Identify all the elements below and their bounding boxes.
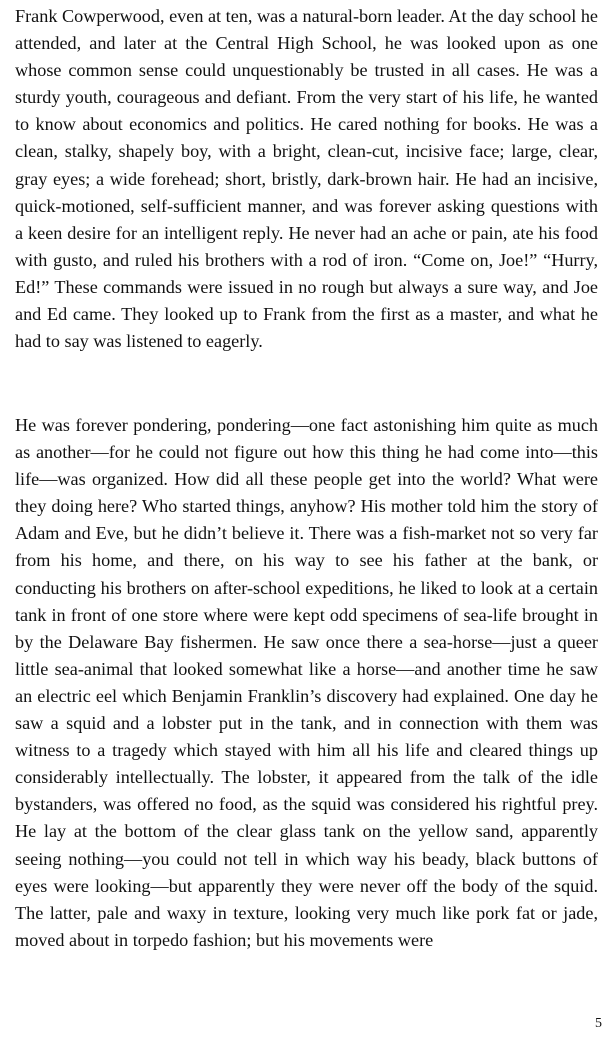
paragraph: Frank Cowperwood, even at ten, was a natural-born leader. At the day school he attended, and later at the Central High School, he was looked upon as one whose common sense could unquestionably be trusted in all cases. He was a sturdy youth, courageous and defiant. From the very start of his life, he wanted to know about economics and politics. He cared nothing for books. He was a clean, stalky, shapely boy, with a bright, clean-cut, incisive face; large, clear, gray eyes; a wide forehead; short, bristly, dark-brown hair. He had an incisive, quick-motioned, self-sufficient manner, and was forever asking questions with a keen desire for an intelligent reply. He never had an ache or pain, ate his food with gusto, and ruled his brothers with a rod of iron. “Come on, Joe!” “Hurry, Ed!” These commands were issued in no rough but always a sure way, and Joe and Ed came. They looked up to Frank from the first as a master, and what he had to say was listened to eagerly. xyxy=(15,6,598,352)
paragraph: He was forever pondering, pondering—one fact astonishing him quite as much as another—for he could not figure out how this thing he had come into—this life—was organized. How did all these people get into the world? What were they doing here? Who started things, anyhow? His mother told him the story of Adam and Eve, but he didn’t believe it. There was a fish-market not so very far from his home, and there, on his way to see his father at the bank, or conducting his brothers on after-school expeditions, he liked to look at a certain tank in front of one store where were kept odd specimens of sea-life brought in by the Delaware Bay fishermen. He saw once there a sea-horse—just a queer little sea-animal that looked somewhat like a horse—and another time he saw an electric eel which Benjamin Franklin’s discovery had explained. One day he saw a squid and a lobster put in the tank, and in connection with them was witness to a tragedy which stayed with him all his life and cleared things up considerably intellectually. The lobster, it appeared from the talk of the idle bystanders, was offered no food, as the squid was considered his rightful prey. He lay at the bottom of the clear glass tank on the yellow sand, apparently seeing nothing—you could not tell in which way his beady, black buttons of eyes were looking—but apparently they were never off the body of the squid. The latter, pale and waxy in texture, looking very much like pork fat or jade, moved about in torpedo fashion; but his movements were xyxy=(15,415,598,950)
page-number: 5 xyxy=(595,1016,602,1031)
